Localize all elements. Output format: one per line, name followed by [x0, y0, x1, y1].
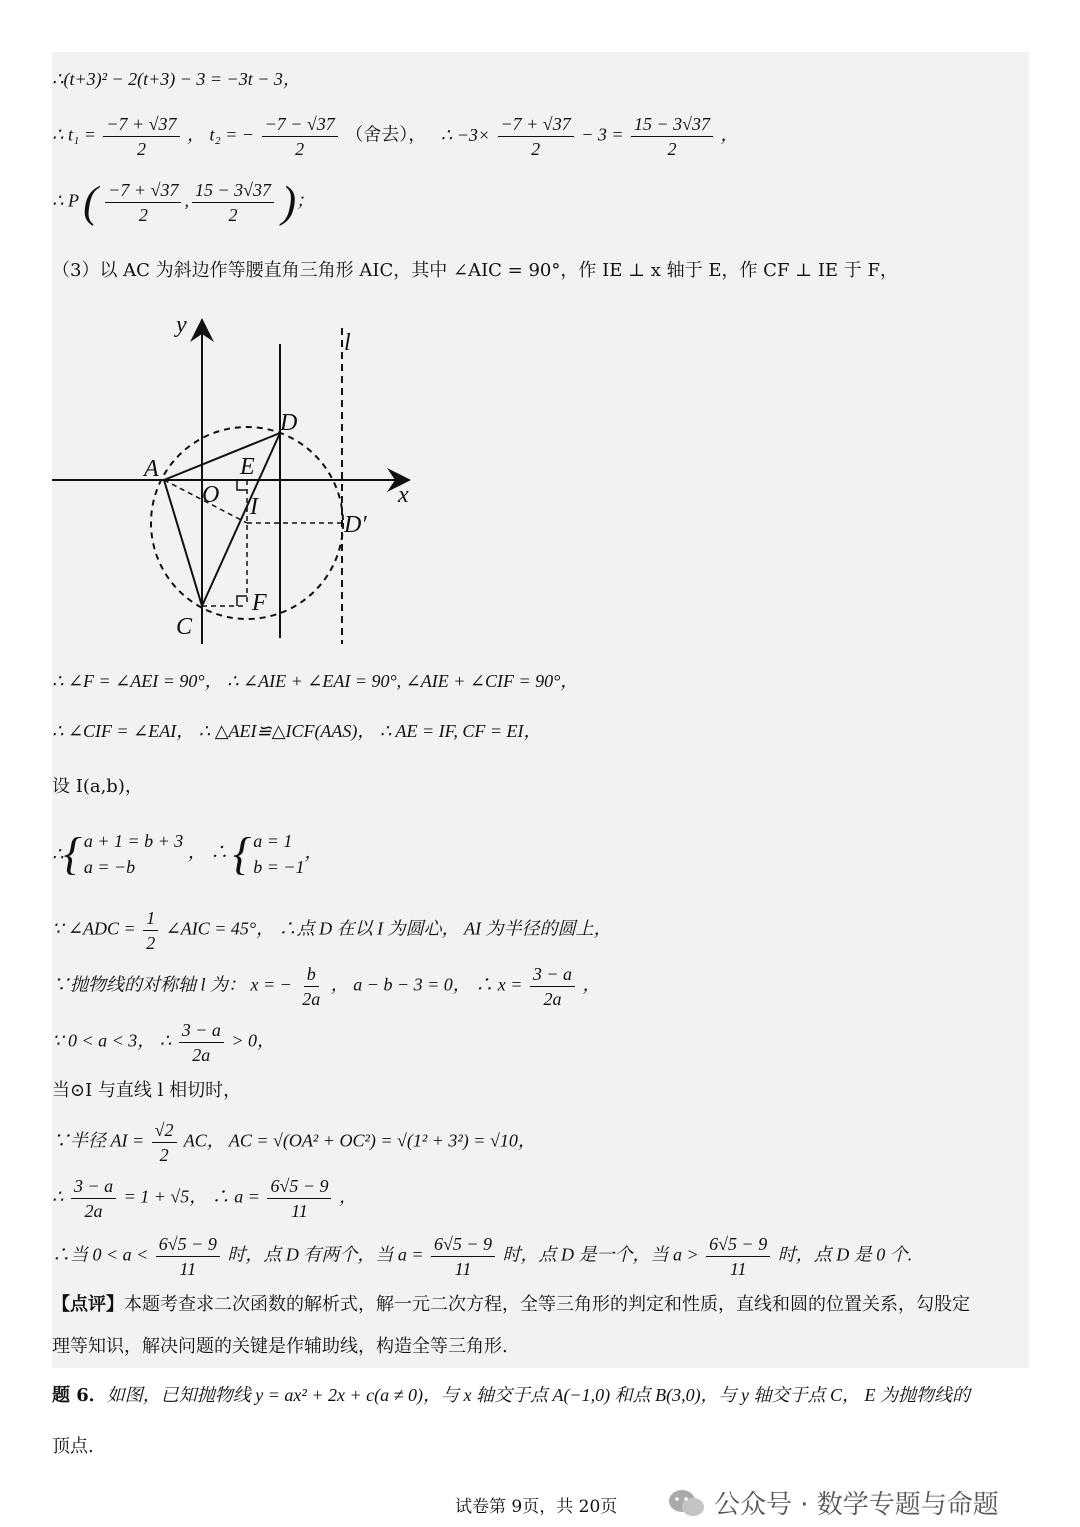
solution-line-2: ∴ t₁ = $\frac{-7 + √37}{2}$ ， t₂ = − $\frac{-7 - √37}{2}$ （舍去）， ∴ −3× $\frac{-7 + √37}{2}$ − 3 = $\frac{15 - 3√37}{2}$ ，: [52, 114, 739, 159]
solution-line-11: ∵ 0 < a < 3， ∴ $\frac{3 - a}{2a}$ > 0，: [52, 1020, 276, 1065]
fraction-t2: $\frac{-7 - √37}{2}$: [262, 112, 338, 161]
label-a: A: [144, 456, 159, 482]
remark-text-1: 本题考查求二次函数的解析式，解一元二次方程，全等三角形的判定和性质，直线和圆的位置关系，勾股定: [124, 1294, 970, 1315]
solution-line-12: 当⊙I 与直线 l 相切时，: [52, 1080, 242, 1101]
watermark: [668, 1484, 999, 1521]
solution-line-9: ∵ ∠ADC = $\frac{1}{2}$ ∠AIC = 45°， ∴点 D 在以 I 为圆心， AI 为半径的圆上，: [52, 908, 612, 953]
solution-line-8: ∴ { a + 1 = b + 3 a = −b ， ∴ { a = 1 b = −1 ，: [52, 828, 323, 879]
fraction-t1: $\frac{-7 + √37}{2}$: [103, 112, 179, 161]
solution-line-13: ∵半径 AI = $\frac{√2}{2}$ AC， AC = √(OA² + OC²) = √(1² + 3²) = √10，: [52, 1120, 536, 1165]
label-e: E: [240, 454, 255, 480]
label-l: l: [344, 330, 351, 356]
remark-line-2: 理等知识，解决问题的关键是作辅助线，构造全等三角形.: [52, 1336, 508, 1357]
label-y: y: [176, 312, 187, 338]
fraction-calc: $\frac{-7 + √37}{2}$: [498, 112, 574, 161]
remark-label: 【点评】: [52, 1294, 124, 1315]
label-o: O: [202, 482, 220, 508]
wechat-logo-icon: [668, 1488, 706, 1518]
question-label: 题 6．: [52, 1385, 107, 1406]
label-c: C: [176, 614, 193, 640]
right-angle-f: [237, 596, 247, 606]
answer-panel: [52, 52, 1029, 1368]
right-angle-e: [237, 480, 247, 490]
page-footer: 试卷第 9页，共 20页: [455, 1497, 618, 1517]
solution-line-6: ∴ ∠CIF = ∠EAI， ∴ △AEI≌△ICF(AAS)， ∴ AE = IF, CF = EI，: [52, 721, 542, 741]
label-i: I: [250, 494, 258, 520]
solution-line-5: ∴ ∠F = ∠AEI = 90°， ∴ ∠AIE + ∠EAI = 90°, ∠AIE + ∠CIF = 90°，: [52, 671, 579, 691]
solution-line-10: ∵抛物线的对称轴 l 为： x = − $\frac{b}{2a}$ ， a − b − 3 = 0， ∴ x = $\frac{3 - a}{2a}$ ，: [52, 964, 601, 1009]
question-text-1: 如图，已知抛物线 y = ax² + 2x + c(a ≠ 0)，与 x 轴交于点 A(−1,0) 和点 B(3,0)，与 y 轴交于点 C， E 为抛物线的: [106, 1385, 971, 1405]
label-f: F: [252, 590, 267, 616]
geometry-figure: [52, 308, 432, 648]
remark-line-1: [52, 1292, 970, 1318]
question-line-1: [52, 1382, 970, 1409]
question-line-2: 顶点.: [52, 1436, 94, 1457]
solution-line-3: ∴ P ( $\frac{-7 + √37}{2}$ , $\frac{15 - 3√37}{2}$ )；: [52, 177, 315, 227]
solution-line-15: ∴当 0 < a < $\frac{6√5 - 9}{11}$ 时，点 D 有两个，当 a = $\frac{6√5 - 9}{11}$ 时，点 D 是一个，当 a > $\frac{6√5 - 9}{11}$ 时，点 D 是 0 个.: [52, 1234, 913, 1279]
fraction-py: $\frac{15 - 3√37}{2}$: [192, 178, 274, 227]
solution-line-1: ∴(t+3)² − 2(t+3) − 3 = −3t − 3，: [52, 69, 301, 89]
segment-ac: [164, 480, 202, 606]
solution-line-14: ∴ $\frac{3 - a}{2a}$ = 1 + √5， ∴ a = $\frac{6√5 - 9}{11}$ ，: [52, 1176, 357, 1221]
label-d-prime: D′: [344, 512, 367, 538]
fraction-calc-result: $\frac{15 - 3√37}{2}$: [631, 112, 713, 161]
solution-line-7: 设 I(a,b)，: [52, 776, 143, 797]
fraction-px: $\frac{-7 + √37}{2}$: [105, 178, 181, 227]
watermark-text: 公众号 · 数学专题与命题: [714, 1490, 999, 1520]
solution-line-4: （3）以 AC 为斜边作等腰直角三角形 AIC，其中 ∠AIC = 90°，作 IE ⊥ x 轴于 E，作 CF ⊥ IE 于 F，: [52, 260, 898, 281]
label-x: x: [398, 482, 409, 508]
label-d: D: [280, 410, 298, 436]
